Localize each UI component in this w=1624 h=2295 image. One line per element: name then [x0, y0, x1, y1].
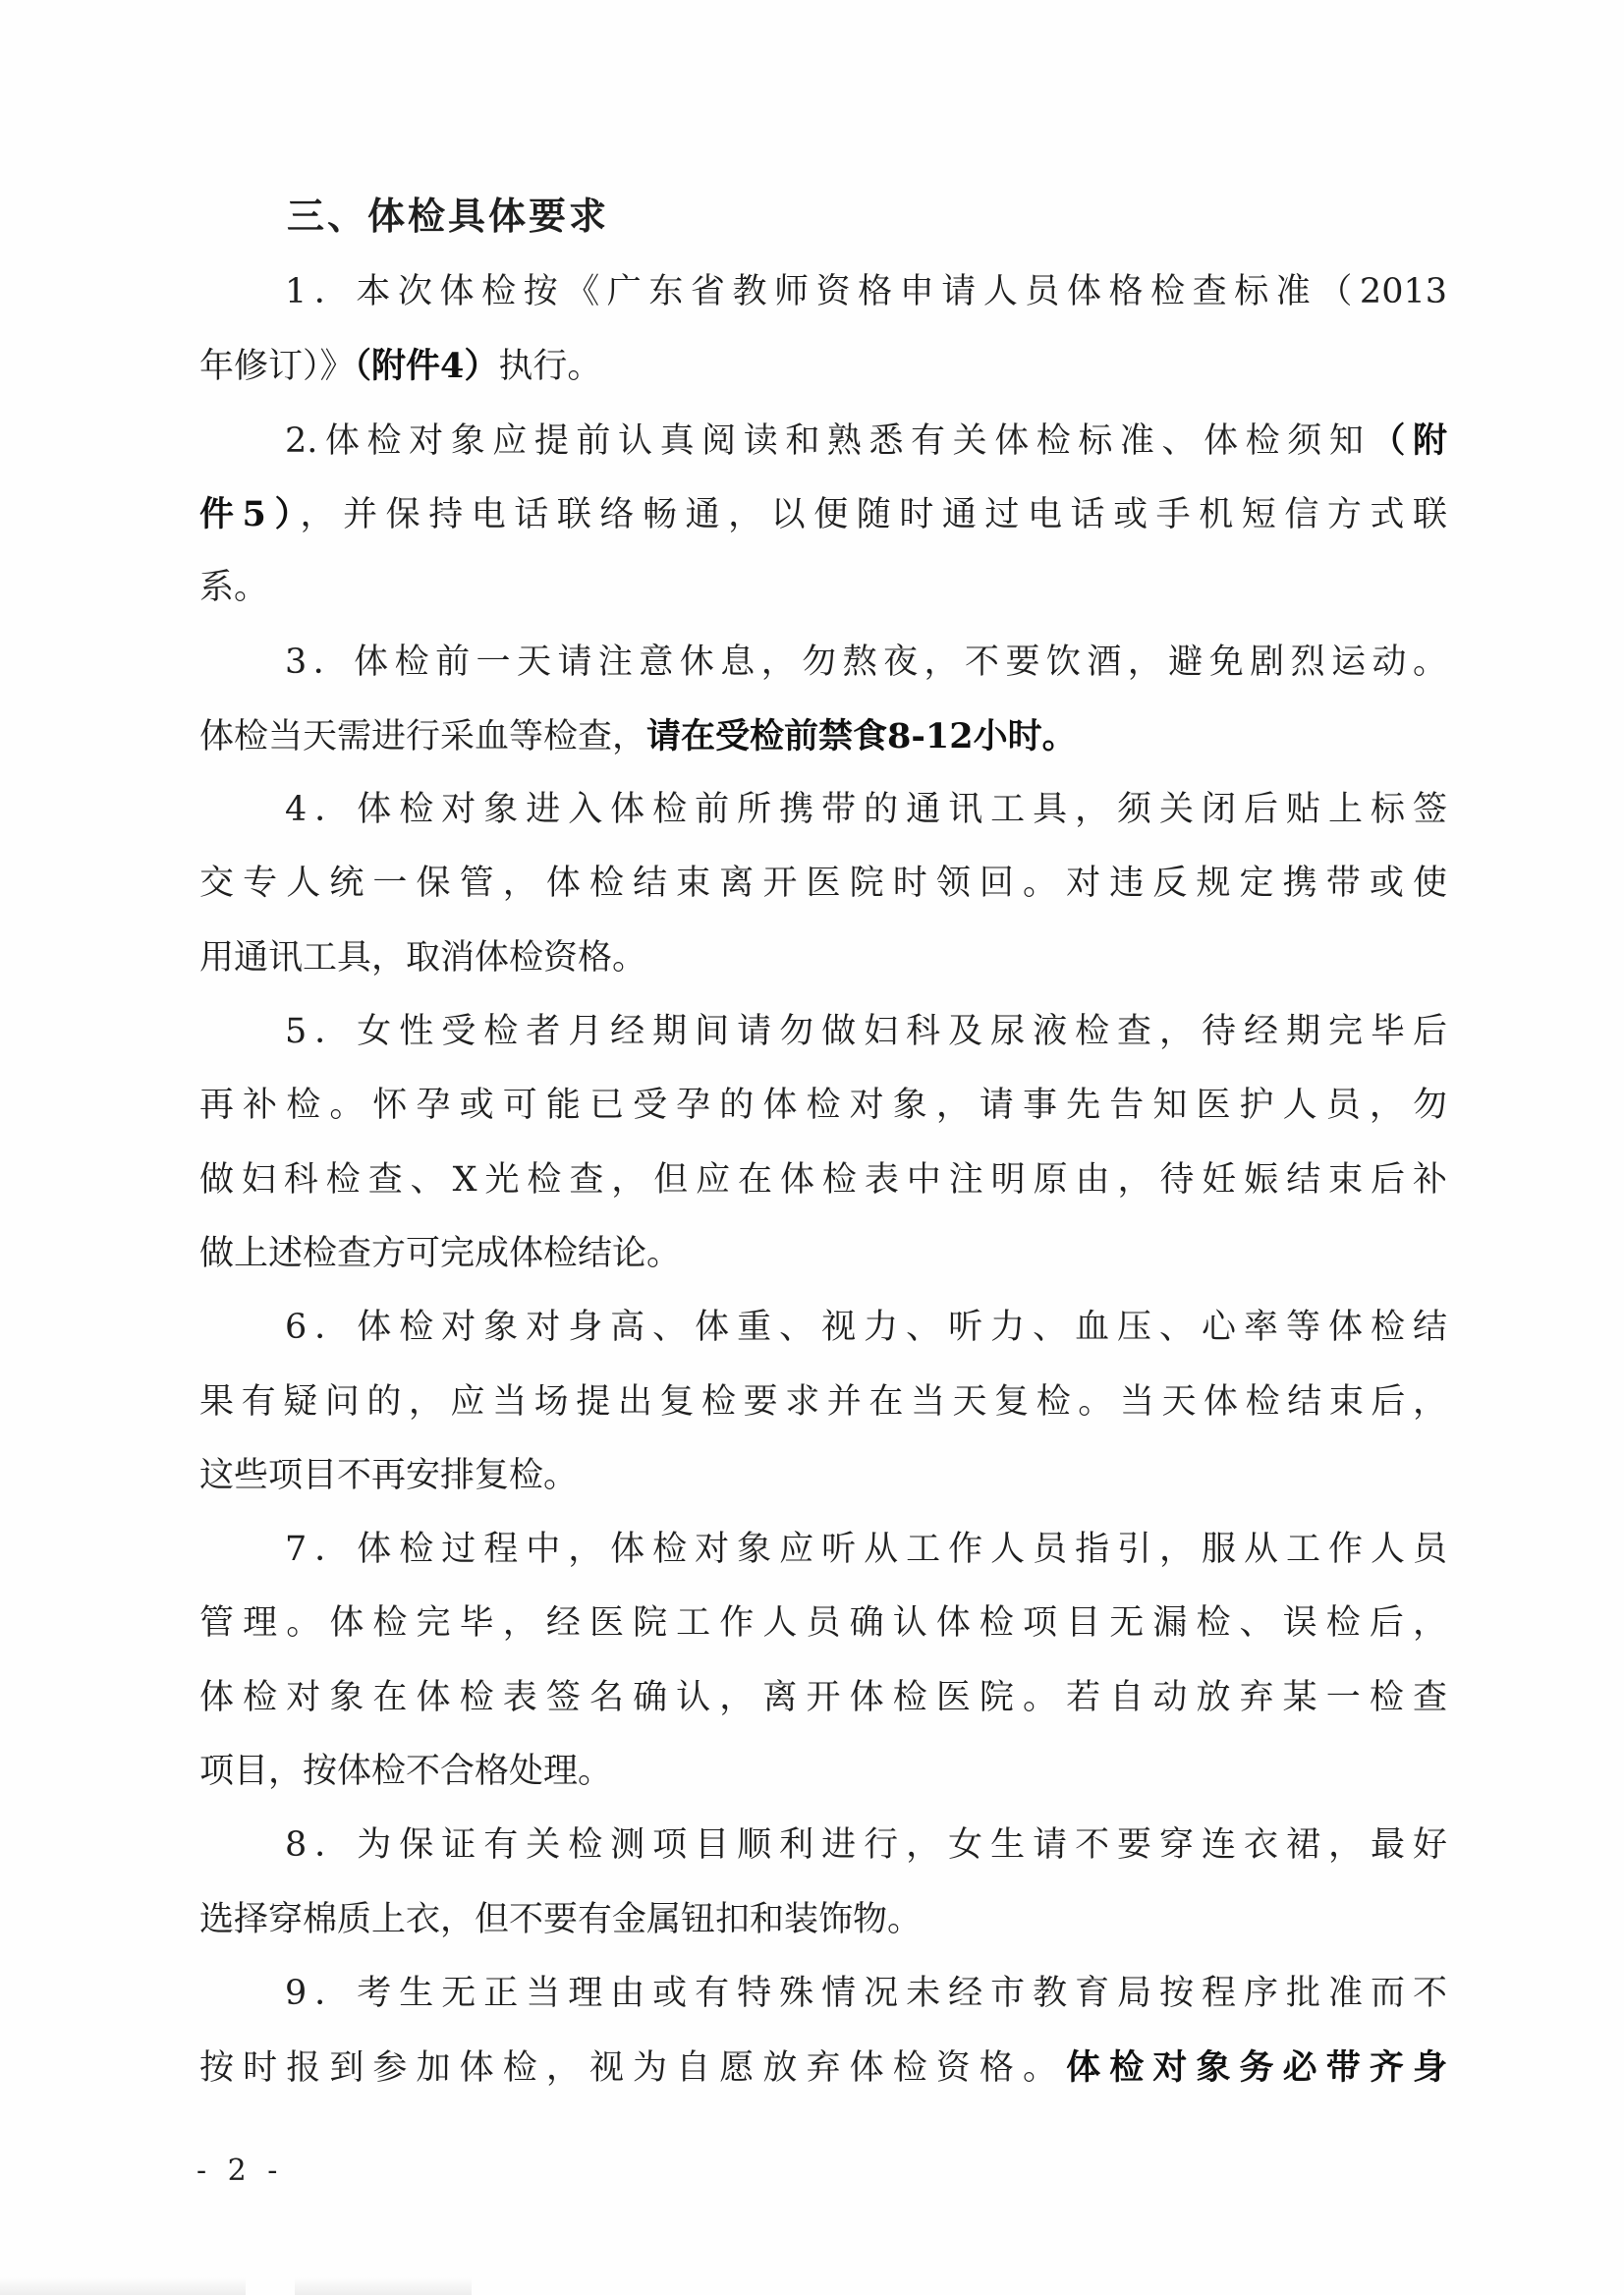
paragraph-line: [199, 922, 1447, 995]
body-text-segment: 体检当天需进行采血等检查，: [199, 716, 647, 756]
body-text-segment: ，并保持电话联络畅通，以便随时通过电话或手机短信方式联: [300, 494, 1447, 534]
emphasized-text: （附: [1371, 420, 1447, 461]
body-text-segment: 用通讯工具，取消体检资格。: [199, 937, 647, 978]
paragraph-line: [199, 1439, 1447, 1513]
body-text-segment: 系。: [199, 568, 269, 608]
paragraph-first-line: [285, 773, 1447, 847]
body-text-segment: 做上述检查方可完成体检结论。: [199, 1233, 682, 1273]
paragraph-first-line: [285, 1809, 1447, 1882]
paragraph-first-line: [285, 255, 1447, 329]
body-text-segment: 做妇科检查、X光检查，但应在体检表中注明原由，待妊娠结束后补: [199, 1159, 1447, 1200]
emphasized-text: （附件4）: [354, 346, 499, 387]
body-text-segment: 4．体检对象进入体检前所携带的通讯工具，须关闭后贴上标签: [285, 790, 1447, 830]
body-text-segment: 按时报到参加体检，视为自愿放弃体检资格。: [199, 2048, 1067, 2089]
paragraph-line: [199, 477, 1447, 551]
body-text-segment: 选择穿棉质上衣，但不要有金属钮扣和装饰物。: [199, 1899, 923, 1939]
body-text-segment: 6．体检对象对身高、体重、视力、听力、血压、心率等体检结: [285, 1308, 1447, 1348]
body-text-segment: 2.体检对象应提前认真阅读和熟悉有关体检标准、体检须知: [285, 420, 1372, 461]
paragraph-line: [199, 1217, 1447, 1291]
body-text-segment: 项目，按体检不合格处理。: [199, 1752, 613, 1791]
paragraph-line: [199, 2031, 1447, 2104]
paragraph-line: [199, 1661, 1447, 1735]
paragraph-line: [199, 1587, 1447, 1660]
paragraph-line: [199, 1144, 1447, 1217]
body-text-segment: 再补检。怀孕或可能已受孕的体检对象，请事先告知医护人员，勿: [199, 1086, 1447, 1126]
section-heading: 三、体检具体要求: [287, 194, 610, 238]
body-text-segment: 果有疑问的，应当场提出复检要求并在当天复检。当天体检结束后，: [199, 1381, 1447, 1422]
paragraph-line: [199, 1883, 1447, 1957]
paragraph-line: [199, 551, 1447, 625]
body-text-segment: 体检对象在体检表签名确认，离开体检医院。若自动放弃某一检查: [199, 1677, 1447, 1717]
body-text-segment: 8．为保证有关检测项目顺利进行，女生请不要穿连衣裙，最好: [285, 1825, 1447, 1866]
page-number: - 2 -: [196, 2154, 284, 2188]
body-text-segment: 5．女性受检者月经期间请勿做妇科及尿液检查，待经期完毕后: [285, 1012, 1447, 1051]
paragraph-line: [199, 1366, 1447, 1439]
paragraph-line: [199, 847, 1447, 921]
paragraph-first-line: [285, 995, 1447, 1069]
emphasized-text: 请在受检前禁食8-12小时。: [646, 715, 1077, 756]
body-text-segment: 9．考生无正当理由或有特殊情况未经市教育局按程序批准而不: [285, 1973, 1447, 2013]
paragraph-first-line: [285, 1957, 1447, 2031]
paragraph-line: [199, 1069, 1447, 1143]
body-text-segment: 年修订）》: [199, 347, 355, 387]
paragraph-line: [199, 329, 1447, 403]
paragraph-first-line: [285, 404, 1447, 477]
paragraph-line: [199, 1735, 1447, 1809]
body-text-segment: 1．本次体检按《广东省教师资格申请人员体格检查标准（2013: [285, 272, 1447, 311]
paragraph-first-line: [285, 626, 1447, 700]
body-text-segment: 7．体检过程中，体检对象应听从工作人员指引，服从工作人员: [285, 1530, 1447, 1570]
body-text-segment: 3．体检前一天请注意休息，勿熬夜，不要饮酒，避免剧烈运动。: [285, 642, 1447, 682]
paragraph-line: [199, 700, 1447, 773]
scan-artifact-mark: [295, 2277, 472, 2295]
body-text-segment: 执行。: [498, 347, 602, 387]
emphasized-text: 体检对象务必带齐身: [1066, 2047, 1447, 2089]
scan-artifact-mark: [0, 2277, 246, 2295]
emphasized-text: 件5）: [199, 493, 301, 534]
paragraph-first-line: [285, 1513, 1447, 1587]
paragraph-first-line: [285, 1291, 1447, 1365]
body-text-segment: 这些项目不再安排复检。: [199, 1455, 579, 1495]
body-text-segment: 管理。体检完毕，经医院工作人员确认体检项目无漏检、误检后，: [199, 1603, 1447, 1644]
body-text-segment: 交专人统一保管，体检结束离开医院时领回。对违反规定携带或使: [199, 864, 1447, 904]
